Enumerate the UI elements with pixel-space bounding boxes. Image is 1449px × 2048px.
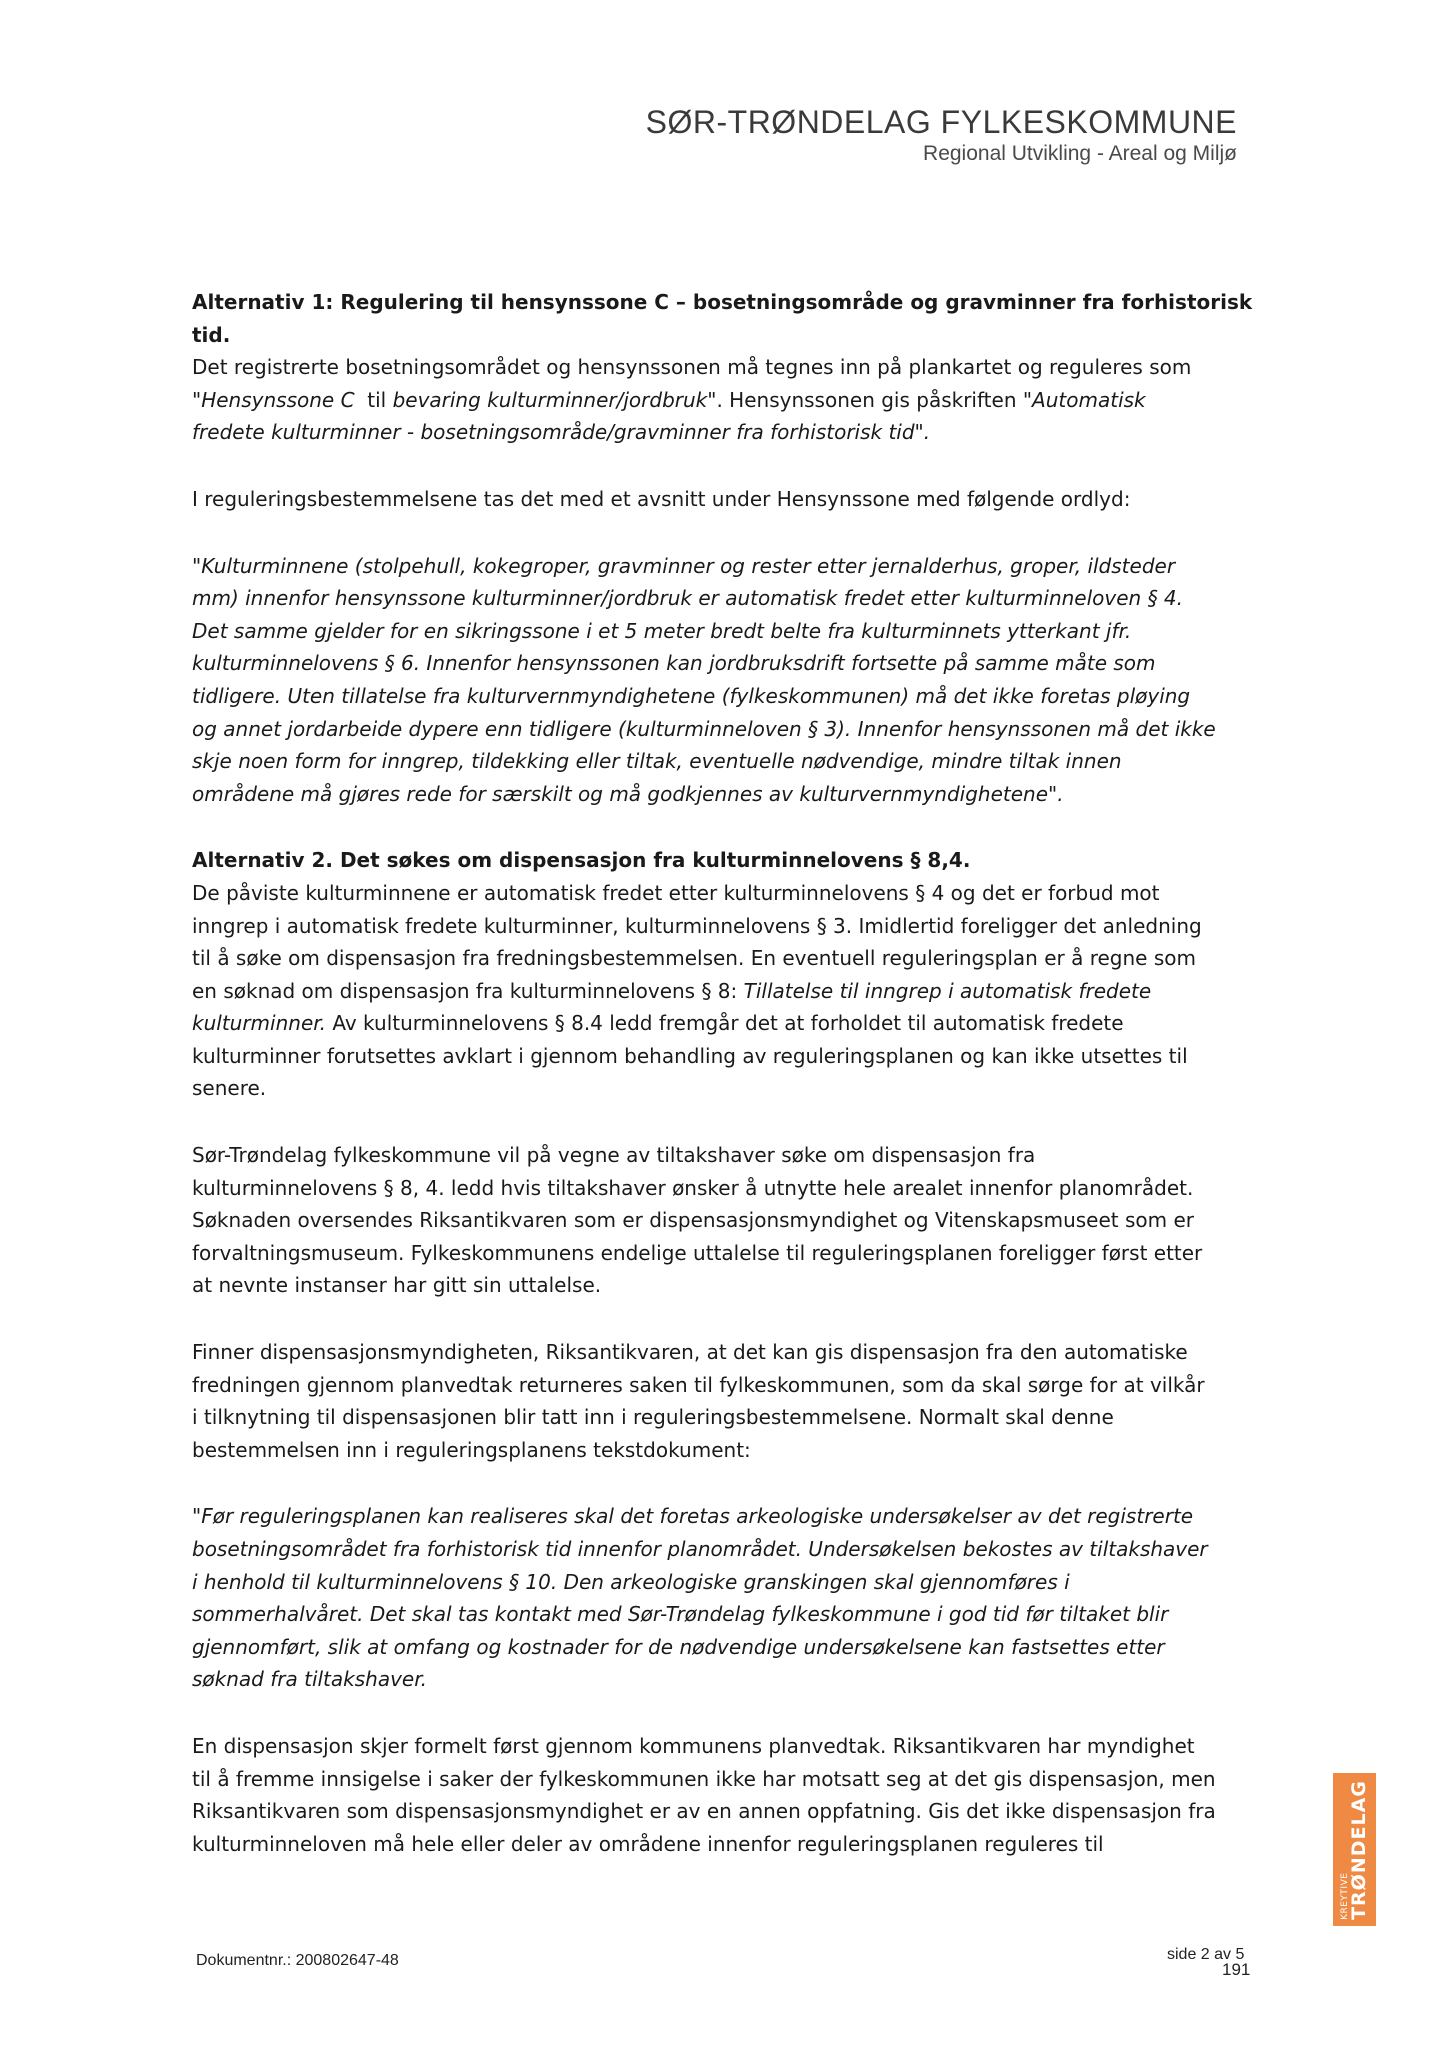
text-line: at nevnte instanser har gitt sin uttalelse. [192,1273,602,1298]
spacer [192,516,1272,550]
alt1-heading: Alternativ 1: Regulering til hensynssone C – bosetningsområde og gravminner fra forhistorisk tid. [192,290,1253,347]
alt1-line-2 [192,384,1272,417]
text-line [192,975,1272,1008]
quote-line: tidligere. Uten tillatelse fra kulturvernmyndighetene (fylkeskommunen) må det ikke foretas pløying [192,683,1191,708]
quote-line: i henhold til kulturminnelovens § 10. Den arkeologiske granskingen skal gjennomføres i [192,1569,1070,1594]
alt1-intro: I reguleringsbestemmelsene tas det med et avsnitt under Hensynssone med følgende ordlyd: [192,486,1131,511]
spacer [192,1302,1272,1336]
quote-line: områdene må gjøres rede for særskilt og må godkjennes av kulturvernmyndighetene". [192,781,1064,806]
letterhead [646,104,1237,168]
document-number: Dokumentnr.: 200802647-48 [196,1952,399,1969]
quote-line: sommerhalvåret. Det skal tas kontakt med Sør-Trøndelag fylkeskommune i god tid før tiltaket blir [192,1602,1169,1627]
alt1-line-3 [192,416,1272,449]
text-line: Søknaden oversendes Riksantikvaren som er dispensasjonsmyndighet og Vitenskapsmuseet som er [192,1208,1195,1233]
quote-line: bosetningsområdet fra forhistorisk tid innenfor planområdet. Undersøkelsen bekostes av tiltakshaver [192,1537,1208,1561]
plain-text: . Hensynssonen gis påskriften [716,387,1023,412]
text-line: kulturminner forutsettes avklart i gjennom behandling av reguleringsplanen og kan ikke utsettes til [192,1043,1188,1068]
alt2-heading: Alternativ 2. Det søkes om dispensasjon fra kulturminnelovens § 8,4. [192,848,971,873]
text-line: senere. [192,1076,267,1101]
italic-text: Tillatelse til inngrep i automatisk fredete [743,978,1152,1003]
page-stamp: 191 [1222,1960,1251,1979]
quote-line: kulturminnelovens § 6. Innenfor hensynssonen kan jordbruksdrift fortsette på samme måte som [192,651,1156,676]
logo-big-text: TRØNDELAG [1347,1779,1370,1920]
alt2-quote [192,1500,1272,1696]
page-indicator [1167,1946,1251,1979]
italic-text: "Automatisk [1022,387,1146,412]
text-line: Riksantikvaren som dispensasjonsmyndighet er av en annen oppfatning. Gis det ikke dispensasjon fra [192,1799,1216,1824]
alt1-paragraph [192,351,1272,449]
logo-text [1341,1780,1369,1920]
quote-line: søknad fra tiltakshaver. [192,1667,427,1692]
text-line: fredningen gjennom planvedtak returneres saken til fylkeskommunen, som da skal sørge for at vilkår [192,1372,1205,1397]
quote-line: mm) innenfor hensynssone kulturminner/jordbruk er automatisk fredet etter kulturminneloven § 4. [192,586,1184,611]
text-line: De påviste kulturminnene er automatisk fredet etter kulturminnelovens § 4 og det er forbud mot [192,880,1160,905]
alt1-quote [192,550,1272,811]
quote-line: og annet jordarbeide dypere enn tidligere (kulturminneloven § 3). Innenfor hensynssonen må det ikke [192,716,1216,741]
text-line: Sør-Trøndelag fylkeskommune vil på vegne av tiltakshaver søke om dispensasjon fra [192,1143,1036,1168]
text-line: til å fremme innsigelse i saker der fylkeskommunen ikke har motsatt seg at det gis dispensasjon, men [192,1766,1216,1791]
text-line: i tilknytning til dispensasjonen blir tatt inn i reguleringsbestemmelsene. Normalt skal denne [192,1405,1114,1430]
document-body [192,286,1272,1860]
italic-text: kulturminner. [192,1011,326,1036]
italic-text: fredete kulturminner - bosetningsområde/gravminner fra forhistorisk tid". [192,420,931,445]
text-line: Finner dispensasjonsmyndigheten, Riksantikvaren, at det kan gis dispensasjon fra den automatiske [192,1340,1188,1365]
plain-text: til [354,387,393,412]
text-line: bestemmelsen inn i reguleringsplanens tekstdokument: [192,1437,751,1462]
spacer [192,1696,1272,1730]
organization-name: SØR-TRØNDELAG FYLKESKOMMUNE [645,104,1237,140]
alt2-paragraph-3 [192,1336,1272,1466]
alt2-paragraph-2 [192,1139,1272,1302]
quote-line: "Før reguleringsplanen kan realiseres skal det foretas arkeologiske undersøkelser av det registrerte [192,1504,1194,1529]
alt2-paragraph-1 [192,877,1272,1105]
text-line: til å søke om dispensasjon fra fredningsbestemmelsen. En eventuell reguleringsplan er å regne som [192,946,1196,971]
italic-text: "Hensynssone C [192,387,355,412]
plain-text: Av kulturminnelovens § 8.4 ledd fremgår det at forholdet til automatisk fredete [326,1011,1124,1036]
text-line: kulturminnelovens § 8, 4. ledd hvis tiltakshaver ønsker å utnytte hele arealet innenfor planområdet. [192,1175,1194,1200]
italic-text: bevaring kulturminner/jordbruk" [392,387,717,412]
text-line: inngrep i automatisk fredete kulturminner, kulturminnelovens § 3. Imidlertid foreligger det anledning [192,913,1202,938]
text-line: kulturminneloven må hele eller deler av områdene innenfor reguleringsplanen reguleres til [192,1831,1104,1856]
quote-line: gjennomført, slik at omfang og kostnader for de nødvendige undersøkelsene kan fastsettes etter [192,1634,1165,1659]
quote-line: Det samme gjelder for en sikringssone i et 5 meter bredt belte fra kulturminnets ytterkant jfr. [192,618,1132,643]
text-line [192,1007,1272,1040]
page-number: side 2 av 5 [1167,1946,1245,1963]
logo-small-text: KREYTIVE [1339,1872,1350,1920]
department-name: Regional Utvikling - Areal og Miljø [923,142,1237,165]
plain-text: en søknad om dispensasjon fra kulturminnelovens § 8: [192,978,744,1003]
quote-line: "Kulturminnene (stolpehull, kokegroper, gravminner og rester etter jernalderhus, groper, ildsteder [192,553,1176,578]
spacer [192,810,1272,844]
kreative-trondelag-logo [1333,1773,1376,1926]
text-line: forvaltningsmuseum. Fylkeskommunens endelige uttalelse til reguleringsplanen foreligger først etter [192,1240,1203,1265]
alt1-line-1: Det registrerte bosetningsområdet og hensynssonen må tegnes inn på plankartet og reguleres som [192,355,1192,380]
spacer [192,1105,1272,1139]
spacer [192,1466,1272,1500]
alt2-paragraph-4 [192,1730,1272,1860]
text-line: En dispensasjon skjer formelt først gjennom kommunens planvedtak. Riksantikvaren har myndighet [192,1733,1195,1758]
spacer [192,449,1272,483]
quote-line: skje noen form for inngrep, tildekking eller tiltak, eventuelle nødvendige, mindre tiltak innen [192,749,1122,774]
